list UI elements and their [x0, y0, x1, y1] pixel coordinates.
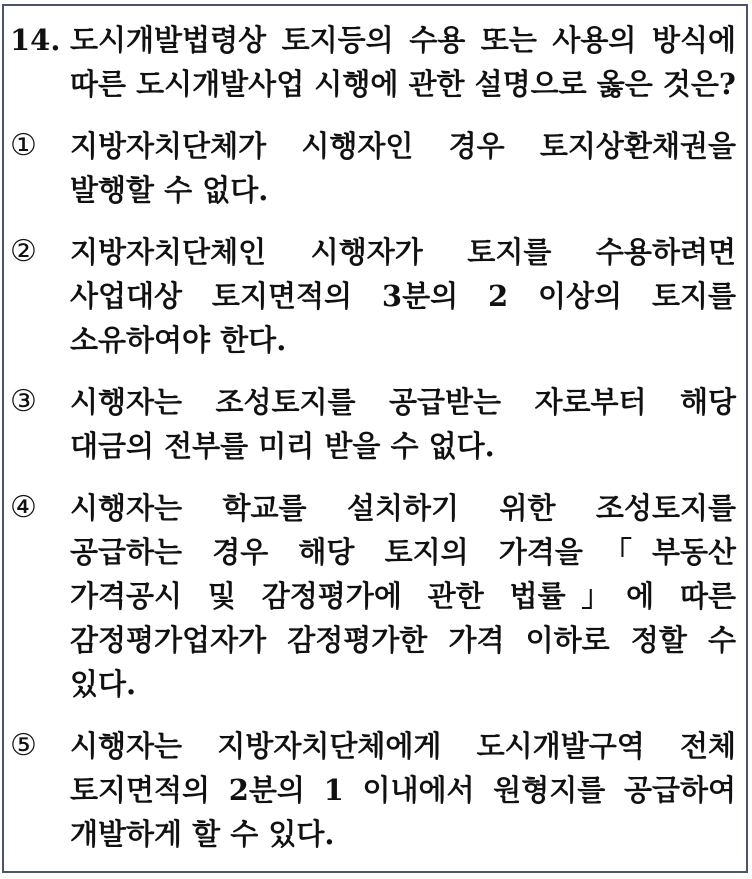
choice-text: 시행자는 학교를 설치하기 위한 조성토지를 공급하는 경우 해당 토지의 가격을「부동산 가격공시 및 감정평가에 관한 법률」에 따른 감정평가업자가 감정평가한 가격 이하로 정할 수 있다. — [70, 491, 736, 701]
question-header — [10, 18, 736, 106]
choice-2[interactable] — [10, 230, 736, 362]
question-text: 도시개발법령상 토지등의 수용 또는 사용의 방식에 따른 도시개발사업 시행에 관한 설명으로 옳은 것은? — [70, 23, 736, 101]
choice-text: 시행자는 지방자치단체에게 도시개발구역 전체 토지면적의 2분의 1 이내에서 원형지를 공급하여 개발하게 할 수 있다. — [70, 729, 736, 851]
choice-text: 시행자는 조성토지를 공급받는 자로부터 해당 대금의 전부를 미리 받을 수 없다. — [70, 385, 736, 463]
choice-marker: ④ — [10, 490, 37, 525]
choice-3[interactable] — [10, 380, 736, 468]
question-block — [10, 18, 736, 874]
question-number: 14. — [10, 23, 61, 57]
choice-text: 지방자치단체가 시행자인 경우 토지상환채권을 발행할 수 없다. — [70, 129, 736, 207]
choice-1[interactable] — [10, 124, 736, 212]
choice-list — [10, 124, 736, 856]
choice-text: 지방자치단체인 시행자가 토지를 수용하려면 사업대상 토지면적의 3분의 2 이상의 토지를 소유하여야 한다. — [70, 235, 736, 357]
choice-marker: ① — [10, 128, 37, 163]
choice-marker: ⑤ — [10, 728, 37, 763]
choice-marker: ③ — [10, 384, 37, 419]
choice-marker: ② — [10, 234, 37, 269]
choice-4[interactable] — [10, 486, 736, 706]
choice-5[interactable] — [10, 724, 736, 856]
